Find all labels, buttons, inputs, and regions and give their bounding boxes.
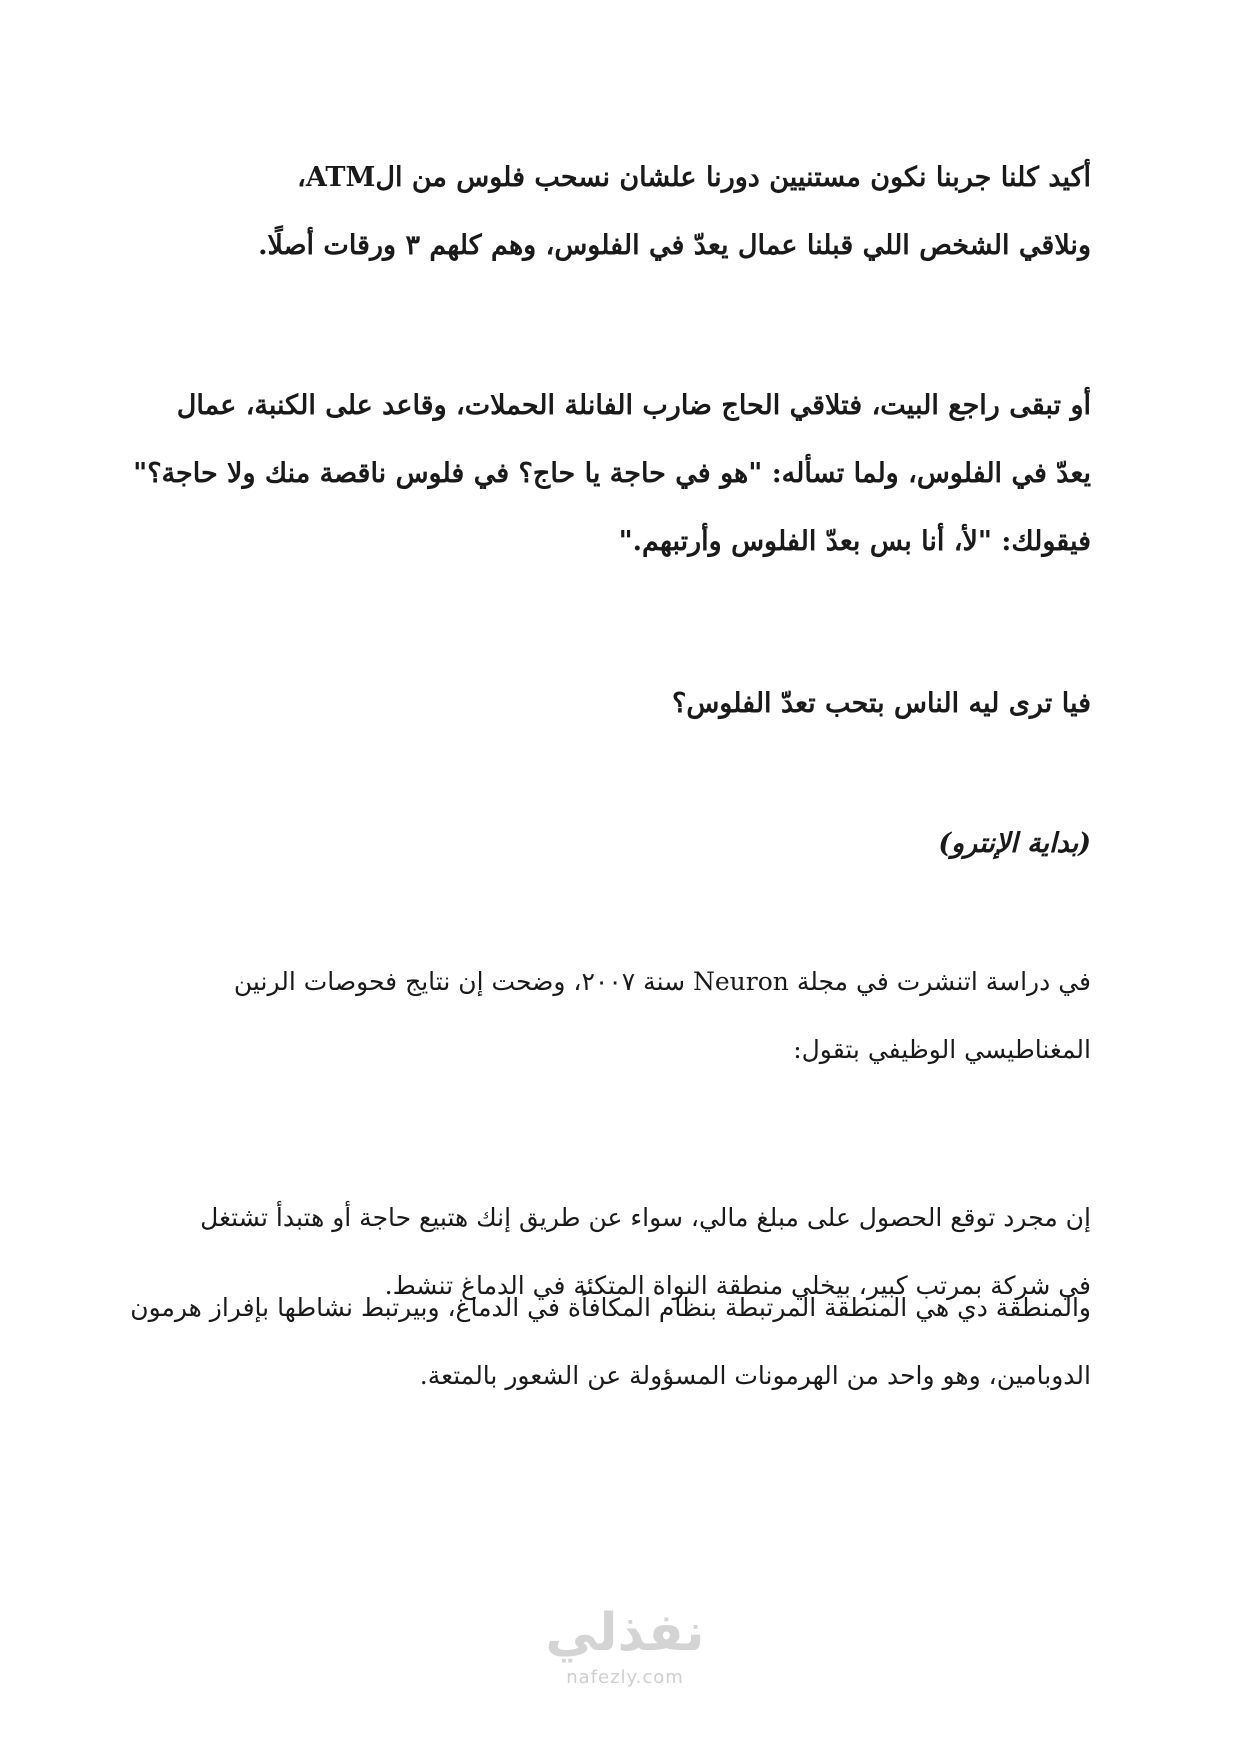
- paragraph-dopamine: [130, 1274, 1091, 1410]
- text-line: في دراسة اتنشرت في مجلة Neuron سنة ٢٠٠٧، وضحت إن نتايج فحوصات الرنين: [233, 967, 1091, 996]
- text-line: (بداية الإنترو): [938, 828, 1091, 859]
- text-line: الدوبامين، وهو واحد من الهرمونات المسؤولة عن الشعور بالمتعة.: [419, 1361, 1091, 1390]
- text-line: فيقولك: "لأ، أنا بس بعدّ الفلوس وأرتبهم.": [618, 526, 1091, 557]
- text-line: أكيد كلنا جربنا نكون مستنيين دورنا علشان نسحب فلوس من الATM،: [297, 162, 1091, 193]
- text-line: فيا ترى ليه الناس بتحب تعدّ الفلوس؟: [671, 688, 1091, 719]
- watermark-logo: نفذلي: [545, 1603, 705, 1663]
- text-line: المغناطيسي الوظيفي بتقول:: [793, 1035, 1091, 1064]
- section-marker-intro: [150, 824, 1091, 864]
- text-line: والمنطقة دي هي المنطقة المرتبطة بنظام المكافأة في الدماغ، وبيرتبط نشاطها بإفراز هرمون: [130, 1293, 1091, 1322]
- text-line: يعدّ في الفلوس، ولما تسأله: "هو في حاجة يا حاج؟ في فلوس ناقصة منك ولا حاجة؟": [133, 458, 1091, 489]
- paragraph-home-scene: [133, 372, 1091, 576]
- watermark-url: nafezly.com: [566, 1667, 684, 1688]
- text-line: في شركة بمرتب كبير، بيخلي منطقة النواة المتكئة في الدماغ تنشط.: [384, 1271, 1091, 1300]
- paragraph-neuron-study: [150, 948, 1091, 1084]
- text-line: إن مجرد توقع الحصول على مبلغ مالي، سواء عن طريق إنك هتبيع حاجة أو هتبدأ تشتغل: [200, 1203, 1091, 1232]
- paragraph-question: [150, 670, 1091, 738]
- watermark: [540, 1600, 710, 1740]
- text-line: أو تبقى راجع البيت، فتلاقي الحاج ضارب الفانلة الحملات، وقاعد على الكنبة، عمال: [176, 390, 1091, 421]
- text-line: ونلاقي الشخص اللي قبلنا عمال يعدّ في الفلوس، وهم كلهم ٣ ورقات أصلًا.: [258, 230, 1091, 261]
- paragraph-atm-intro: [150, 144, 1091, 280]
